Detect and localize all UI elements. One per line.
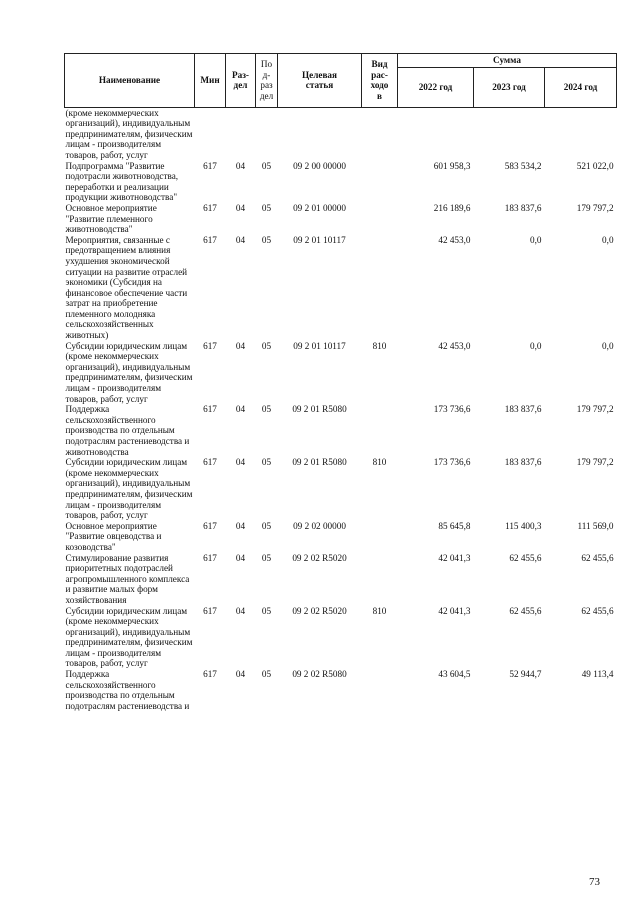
row-sum-2024: 179 797,2 [576, 404, 614, 415]
table-body [65, 107, 617, 711]
row-name: Субсидии юридическим лицам (кроме некоммерческих организаций), индивидуальным предпринимателям, физическим лицам - производителям товаров, работ, услуг [65, 605, 193, 669]
header-podrazdel: По д- раз дел [256, 54, 278, 108]
header-2023: 2023 год [474, 67, 545, 107]
row-podrazdel: 05 [261, 404, 272, 415]
row-vid-rashodov [362, 235, 398, 341]
row-celevaya-statya: 09 2 02 00000 [293, 520, 346, 531]
row-sum-2024: 179 797,2 [576, 202, 614, 213]
row-razdel: 04 [235, 202, 246, 213]
row-podrazdel: 05 [261, 669, 272, 680]
row-celevaya-statya: 09 2 01 10117 [293, 340, 346, 351]
table-row [65, 161, 617, 203]
row-sum-2024: 0,0 [602, 234, 614, 245]
row-vid-rashodov [362, 521, 398, 553]
row-name: Мероприятия, связанные с предотвращением влияния ухудшения экономической ситуации на развитие отраслей экономики (Субсидия на финансовое обеспечение части затрат на приобретение племенного молодняка сельскохозяйственных животных) [65, 234, 188, 341]
row-vid-rashodov [362, 553, 398, 606]
row-sum-2022: 85 645,8 [438, 520, 471, 531]
header-vid: Вид рас- ходо в [362, 54, 398, 108]
table-row [65, 457, 617, 521]
row-sum-2022: 42 041,3 [438, 552, 471, 563]
row-celevaya-statya: 09 2 01 R5080 [292, 404, 347, 415]
row-celevaya-statya: 09 2 01 10117 [293, 234, 346, 245]
row-sum-2024: 111 569,0 [577, 520, 614, 531]
row-sum-2022: 42 453,0 [438, 234, 471, 245]
row-sum-2024 [545, 107, 617, 160]
row-sum-2022: 216 189,6 [433, 202, 471, 213]
row-name: Стимулирование развития приоритетных подотраслей агропромышленного комплекса и развитие малых форм хозяйствования [65, 552, 190, 605]
row-vid-rashodov [362, 203, 398, 235]
header-celevaya: Целевая статья [278, 54, 362, 108]
row-name: (кроме некоммерческих организаций), индивидуальным предпринимателям, физическим лицам - производителям товаров, работ, услуг [65, 107, 193, 160]
row-razdel: 04 [235, 160, 246, 171]
row-podrazdel: 05 [261, 340, 272, 351]
row-razdel: 04 [235, 605, 246, 616]
row-name: Субсидии юридическим лицам (кроме некоммерческих организаций), индивидуальным предпринимателям, физическим лицам - производителям товаров, работ, услуг [65, 340, 193, 404]
row-min: 617 [203, 404, 217, 415]
row-name: Поддержка сельскохозяйственного производства по отдельным подотраслям растениеводства и [65, 669, 190, 711]
row-vid-rashodov [362, 107, 398, 160]
row-sum-2022: 601 958,3 [433, 160, 471, 171]
row-celevaya-statya [278, 107, 362, 160]
row-min: 617 [203, 160, 217, 171]
row-sum-2023: 115 400,3 [505, 520, 542, 531]
row-name: Основное мероприятие "Развитие овцеводства и козоводства" [65, 520, 162, 552]
row-name: Подпрограмма "Развитие подотрасли животноводства, переработки и реализации продукции животноводства" [65, 160, 179, 203]
header-min: Мин [195, 54, 226, 108]
row-sum-2023: 0,0 [530, 234, 542, 245]
row-razdel [226, 107, 256, 160]
row-sum-2024: 62 455,6 [581, 605, 614, 616]
page-number: 73 [589, 876, 600, 888]
row-podrazdel: 05 [261, 552, 272, 563]
budget-table-container [64, 53, 616, 711]
row-razdel: 04 [235, 552, 246, 563]
row-min: 617 [203, 340, 217, 351]
row-sum-2022: 42 041,3 [438, 605, 471, 616]
row-name: Субсидии юридическим лицам (кроме некоммерческих организаций), индивидуальным предпринимателям, физическим лицам - производителям товаров, работ, услуг [65, 457, 193, 521]
row-min: 617 [203, 605, 217, 616]
row-min: 617 [203, 234, 217, 245]
row-sum-2024: 62 455,6 [581, 552, 614, 563]
row-razdel: 04 [235, 669, 246, 680]
row-podrazdel [256, 107, 278, 160]
row-podrazdel: 05 [261, 234, 272, 245]
row-sum-2023: 183 837,6 [504, 202, 542, 213]
row-name: Поддержка сельскохозяйственного производства по отдельным подотраслям растениеводства и животноводства [65, 404, 190, 457]
row-sum-2022: 43 604,5 [438, 669, 471, 680]
table-row [65, 553, 617, 606]
row-podrazdel: 05 [261, 457, 272, 468]
row-sum-2022: 173 736,6 [433, 457, 471, 468]
row-sum-2022: 42 453,0 [438, 340, 471, 351]
row-sum-2022 [398, 107, 474, 160]
row-razdel: 04 [235, 457, 246, 468]
table-row [65, 606, 617, 670]
table-row [65, 341, 617, 405]
header-2024: 2024 год [545, 67, 617, 107]
budget-table [64, 53, 617, 711]
row-razdel: 04 [235, 520, 246, 531]
row-vid-rashodov: 810 [372, 340, 387, 351]
row-podrazdel: 05 [261, 202, 272, 213]
row-min: 617 [203, 202, 217, 213]
table-row [65, 669, 617, 711]
row-min: 617 [203, 520, 217, 531]
row-min: 617 [203, 669, 217, 680]
row-celevaya-statya: 09 2 02 R5020 [292, 552, 347, 563]
table-row [65, 203, 617, 235]
header-name: Наименование [65, 54, 195, 108]
row-sum-2023: 183 837,6 [504, 404, 542, 415]
row-sum-2023 [474, 107, 545, 160]
row-celevaya-statya: 09 2 02 R5020 [292, 605, 347, 616]
row-sum-2024: 179 797,2 [576, 457, 614, 468]
row-sum-2023: 62 455,6 [509, 605, 542, 616]
row-sum-2024: 521 022,0 [576, 160, 614, 171]
row-celevaya-statya: 09 2 01 00000 [293, 202, 346, 213]
row-celevaya-statya: 09 2 02 R5080 [292, 669, 347, 680]
row-sum-2023: 52 944,7 [509, 669, 542, 680]
table-row [65, 235, 617, 341]
row-sum-2022: 173 736,6 [433, 404, 471, 415]
row-sum-2023: 183 837,6 [504, 457, 542, 468]
row-vid-rashodov [362, 161, 398, 203]
row-min: 617 [203, 552, 217, 563]
header-2022: 2022 год [398, 67, 474, 107]
row-razdel: 04 [235, 340, 246, 351]
row-celevaya-statya: 09 2 01 R5080 [292, 457, 347, 468]
header-summa: Сумма [398, 54, 617, 68]
row-sum-2023: 62 455,6 [509, 552, 542, 563]
table-row [65, 404, 617, 457]
row-vid-rashodov: 810 [372, 605, 387, 616]
row-celevaya-statya: 09 2 00 00000 [293, 160, 346, 171]
row-sum-2024: 0,0 [602, 340, 614, 351]
row-podrazdel: 05 [261, 605, 272, 616]
row-sum-2023: 583 534,2 [504, 160, 542, 171]
row-sum-2023: 0,0 [530, 340, 542, 351]
row-podrazdel: 05 [261, 160, 272, 171]
header-razdel: Раз- дел [226, 54, 256, 108]
row-min: 617 [203, 457, 217, 468]
row-vid-rashodov: 810 [372, 457, 387, 468]
row-vid-rashodov [362, 404, 398, 457]
row-name: Основное мероприятие "Развитие племенного животноводства" [65, 202, 157, 235]
table-row [65, 521, 617, 553]
row-min [195, 107, 226, 160]
table-row [65, 107, 617, 160]
row-razdel: 04 [235, 404, 246, 415]
row-razdel: 04 [235, 234, 246, 245]
row-podrazdel: 05 [261, 520, 272, 531]
row-sum-2024: 49 113,4 [581, 669, 614, 680]
row-vid-rashodov [362, 669, 398, 711]
